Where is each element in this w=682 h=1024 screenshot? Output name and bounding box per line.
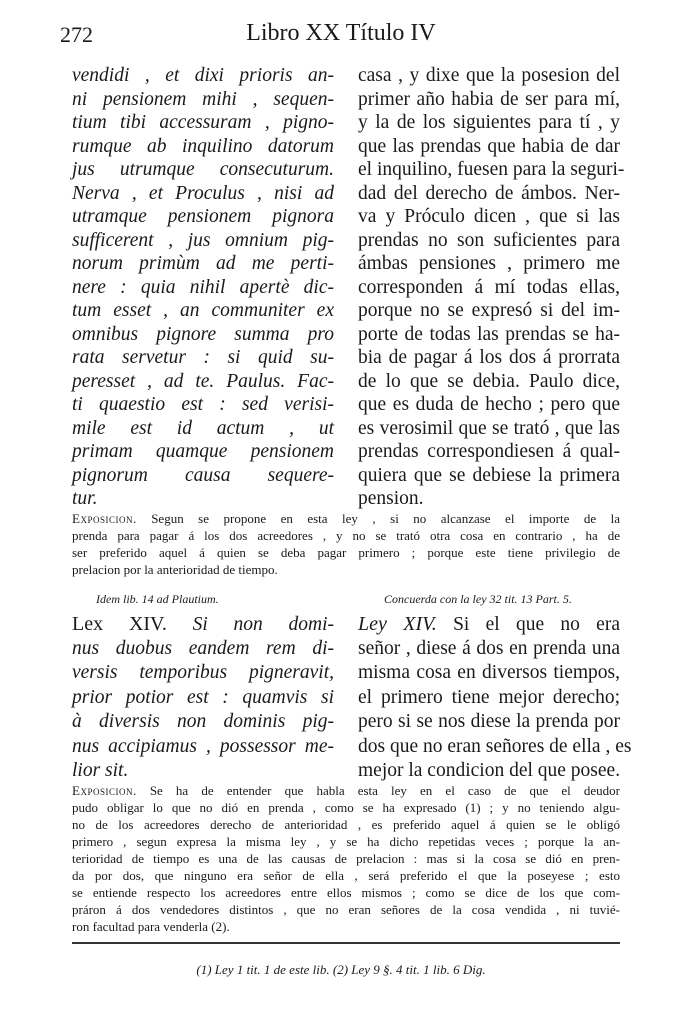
latin-line: nus accipiamus , possessor me-	[72, 735, 334, 757]
page-header	[60, 20, 622, 54]
latin-line: sufficerent , jus omnium pig-	[72, 229, 334, 251]
latin-line: primam quamque pensionem	[72, 441, 334, 462]
exposicion-commentary-1	[72, 510, 620, 578]
lex-number: Lex XIV.	[72, 613, 167, 635]
spanish-line: misma cosa en diversos tiempos,	[358, 662, 620, 683]
spanish-line: el inquilino, fuesen para la seguri-	[358, 159, 625, 180]
exposicion-line: terioridad de tiempo es una de las causas de prelacion : mas si la cosa se dió en pren-	[72, 851, 620, 866]
latin-line: mile est id actum , ut	[72, 417, 334, 439]
exposicion-line: primero , segun expresa la misma ley , y se ha dicho repetidas veces ; porque la an-	[72, 834, 620, 849]
exposicion-line: Exposicion. Se ha de entender que habla esta ley en el caso de que el deudor	[72, 783, 620, 798]
spanish-line: casa , y dixe que la posesion del	[358, 65, 620, 86]
latin-line: jus utrumque consecuturum.	[72, 159, 334, 180]
spanish-line: va y Próculo dicen , que si las	[358, 206, 620, 227]
exposicion-label: Exposicion.	[72, 511, 137, 526]
source-citation-latin: Idem lib. 14 ad Plautium.	[96, 592, 219, 606]
spanish-line: quiera que se debiese la primera	[358, 464, 620, 486]
exposicion-line: Exposicion. Segun se propone en esta ley , si no alcanzase el importe de la	[72, 511, 620, 526]
latin-line: tur.	[72, 488, 98, 509]
spanish-line: bia de pagar á los dos á prorrata	[358, 347, 620, 368]
spanish-line: porque no se expresó si del im-	[358, 300, 620, 321]
latin-line: norum primùm ad me perti-	[72, 253, 334, 274]
running-title: Libro XX Título IV	[246, 20, 436, 46]
latin-line: versis temporibus pigneravit,	[72, 662, 334, 683]
spanish-line: que es duda de hecho ; pero que	[358, 394, 620, 415]
latin-line: tum esset , an communiter ex	[72, 300, 334, 321]
latin-line: rumque ab inquilino datorum	[72, 135, 334, 157]
latin-line: utramque pensionem pignora	[72, 206, 334, 227]
latin-line: peresset , ad te. Paulus. Fac-	[72, 370, 334, 392]
latin-line: rata servetur : si quid su-	[72, 347, 334, 368]
spanish-line: corresponden á mí todas ellas,	[358, 276, 620, 298]
source-citation-spanish: Concuerda con la ley 32 tit. 13 Part. 5.	[384, 592, 572, 606]
ley-first-line: Ley XIV. Si el que no era	[358, 613, 620, 635]
latin-line: omnibus pignore summa pro	[72, 323, 334, 345]
footnote-rule	[72, 942, 620, 944]
ley-number: Ley XIV.	[358, 613, 437, 635]
spanish-line: dos que no eran señores de ella , es	[358, 735, 632, 757]
exposicion-line: da por dos, que ninguno era señor de ella , será preferido el que la poseyese ; esto	[72, 868, 620, 883]
spanish-line: dad del derecho de ámbos. Ner-	[358, 182, 620, 204]
page-number: 272	[60, 22, 93, 47]
spanish-line: ámbas pensiones , primero me	[358, 253, 620, 274]
latin-line: ti quaestio est : sed verisi-	[72, 394, 334, 415]
exposicion-line: ron facultad para venderla (2).	[72, 919, 230, 934]
spanish-line: primer año habia de ser para mí,	[358, 88, 620, 110]
exposicion-line: práron á dos vendedores distintos , que no eran señores de la cosa vendida , ni tuvié-	[72, 902, 620, 917]
spanish-line: mejor la condicion del que posee.	[358, 760, 621, 781]
spanish-line: es verosimil que se trató , que las	[358, 417, 620, 439]
latin-text-column	[72, 64, 334, 511]
footnotes: (1) Ley 1 tit. 1 de este lib. (2) Ley 9 §. 4 tit. 1 lib. 6 Dig.	[196, 962, 486, 977]
ley-xiv-spanish	[358, 612, 632, 784]
exposicion-line: ser preferido aquel á quien se deba pagar primero ; porque este tiene privilegio de	[72, 545, 620, 560]
exposicion-label: Exposicion.	[72, 783, 137, 798]
latin-line: pignorum causa sequere-	[72, 464, 334, 486]
spanish-line: pero si se nos diese la prenda por	[358, 711, 620, 732]
spanish-line: y la de los siguientes para tí , y	[358, 112, 620, 133]
spanish-line: prendas no son suficientes para	[358, 229, 620, 251]
latin-line: prior potior est : quamvis si	[72, 686, 334, 708]
spanish-line: pension.	[358, 488, 424, 509]
spanish-line: de lo que se debia. Paulo dice,	[358, 370, 620, 392]
latin-line: Nerva , et Proculus , nisi ad	[72, 182, 334, 204]
spanish-line: el primero tiene mejor derecho;	[358, 686, 620, 708]
exposicion-line: se entiende respecto los acreedores entre ellos mismos ; como se dice de los que com-	[72, 885, 620, 900]
latin-line: nere : quia nihil apertè dic-	[72, 276, 334, 298]
lex-first-line: Lex XIV. Si non domi-	[72, 613, 335, 635]
spanish-line: señor , diese á dos en prenda una	[358, 637, 620, 659]
lex-xiv-latin	[72, 612, 334, 784]
exposicion-line: no de los acreedores derecho de anterioridad , es preferido aquel á quien se le obligó	[72, 817, 620, 832]
latin-line: vendidi , et dixi prioris an-	[72, 65, 334, 86]
exposicion-line: prenda para pagar á los dos acreedores , y no se trató otra cosa en contrario , ha de	[72, 528, 620, 543]
latin-line: lior sit.	[72, 760, 129, 781]
latin-line: tium tibi accessuram , pigno-	[72, 112, 334, 133]
exposicion-commentary-2	[72, 782, 620, 935]
latin-line: nus duobus eandem rem di-	[72, 637, 334, 659]
exposicion-line: pudo obligar lo que no dió en prenda , como se ha expresado (1) ; y no teniendo algu-	[72, 800, 620, 815]
exposicion-line: prelacion por la anterioridad de tiempo.	[72, 562, 278, 577]
spanish-line: prendas correspondiesen á qual-	[358, 441, 620, 462]
spanish-line: que las prendas que habia de dar	[358, 135, 620, 157]
spanish-text-column	[358, 64, 625, 511]
spanish-line: porte de todas las prendas se ha-	[358, 323, 620, 345]
latin-line: à diversis non dominis pig-	[72, 711, 334, 732]
latin-line: ni pensionem mihi , sequen-	[72, 88, 334, 110]
